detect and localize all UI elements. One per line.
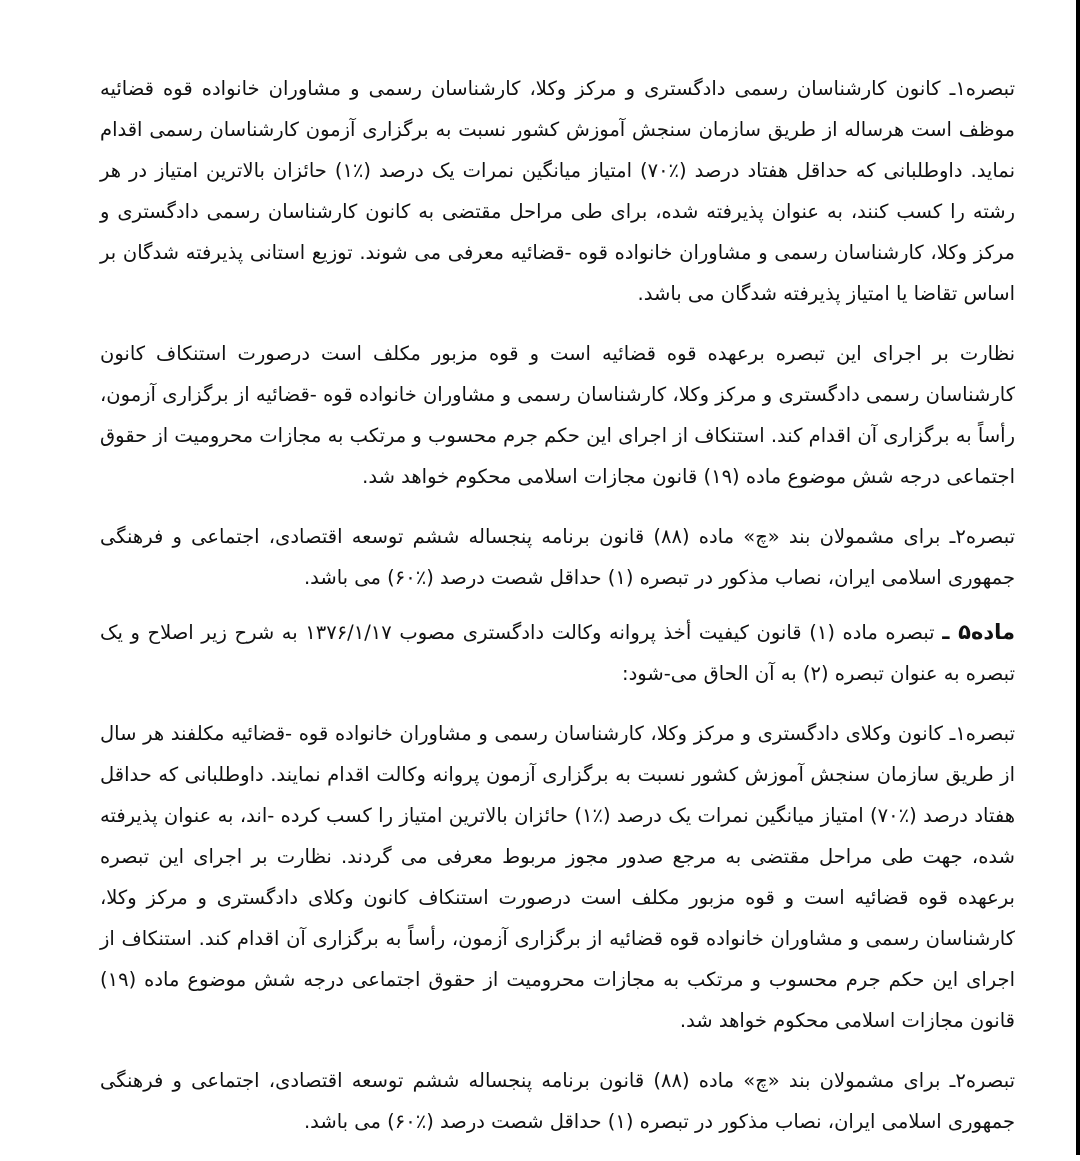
article-5-note-2-paragraph [100,1060,1015,1142]
page-edge-line [1076,0,1080,1155]
note-1-paragraph [100,68,1015,314]
document-body [100,68,1015,1161]
article-5-note-1-paragraph [100,713,1015,1041]
supervision-text: نظارت بر اجرای این تبصره برعهده قوه قضائیه است و قوه مزبور مکلف است درصورت استنکاف کانون کارشناسان رسمی دادگستری و مرکز وکلا، کارشناسان رسمی و مشاوران خانواده قوه -قضائیه از برگزاری آزمون، رأساً به برگزاری آن اقدام کند. استنکاف از اجرای این حکم جرم محسوب و مرتکب به مجازات محرومیت از حقوق اجتماعی درجه شش موضوع ماده (۱۹) قانون مجازات اسلامی محکوم خواهد شد. [100,342,1015,488]
article-5-text: تبصره ماده (۱) قانون کیفیت أخذ پروانه وکالت دادگستری مصوب ۱۳۷۶/۱/۱۷ به شرح زیر اصلاح و یک تبصره به عنوان تبصره (۲) به آن الحاق می-شود: [100,621,1015,685]
article-5-note-1-text: تبصره۱ـ کانون وکلای دادگستری و مرکز وکلا، کارشناسان رسمی و مشاوران خانواده قوه -قضائیه مکلفند هر سال از طریق سازمان سنجش آموزش کشور نسبت به برگزاری آزمون پروانه وکالت اقدام نمایند. داوطلبانی که حداقل هفتاد درصد (٪۷۰) امتیاز میانگین نمرات یک درصد (٪۱) حائزان بالاترین امتیاز را کسب کرده -اند، به عنوان پذیرفته شده، جهت طی مراحل مقتضی به مرجع صدور مجوز مربوط معرفی می گردند. نظارت بر اجرای این تبصره برعهده قوه قضائیه است و قوه مزبور مکلف است درصورت استنکاف کانون وکلای دادگستری و مرکز وکلا، کارشناسان رسمی و مشاوران خانواده قوه قضائیه از برگزاری آزمون، رأساً به برگزاری آن اقدام کند. استنکاف از اجرای این حکم جرم محسوب و مرتکب به مجازات محرومیت از حقوق اجتماعی درجه شش موضوع ماده (۱۹) قانون مجازات اسلامی محکوم خواهد شد. [100,722,1016,1032]
note-2-text: تبصره۲ـ برای مشمولان بند «چ» ماده (۸۸) قانون برنامه پنجساله ششم توسعه اقتصادی، اجتماعی و فرهنگی جمهوری اسلامی ایران، نصاب مذکور در تبصره (۱) حداقل شصت درصد (٪۶۰) می باشد. [100,525,1016,589]
article-5-paragraph [100,612,1015,694]
article-5-label: ماده۵ ـ [942,620,1016,644]
article-5-note-2-text: تبصره۲ـ برای مشمولان بند «چ» ماده (۸۸) قانون برنامه پنجساله ششم توسعه اقتصادی، اجتماعی و فرهنگی جمهوری اسلامی ایران، نصاب مذکور در تبصره (۱) حداقل شصت درصد (٪۶۰) می باشد. [100,1069,1016,1133]
note-2-paragraph [100,516,1015,598]
supervision-paragraph [100,333,1015,497]
note-1-text: تبصره۱ـ کانون کارشناسان رسمی دادگستری و مرکز وکلا، کارشناسان رسمی و مشاوران خانواده قوه قضائیه موظف است هرساله از طریق سازمان سنجش آموزش کشور نسبت به برگزاری آزمون کارشناسان رسمی اقدام نماید. داوطلبانی که حداقل هفتاد درصد (٪۷۰) امتیاز میانگین نمرات یک درصد (٪۱) حائزان بالاترین امتیاز در هر رشته را کسب کنند، به عنوان پذیرفته شده، برای طی مراحل مقتضی به کانون کارشناسان رسمی دادگستری و مرکز وکلا، کارشناسان رسمی و مشاوران خانواده قوه -قضائیه معرفی می شوند. توزیع استانی پذیرفته شدگان بر اساس تقاضا یا امتیاز پذیرفته شدگان می باشد. [100,77,1015,305]
